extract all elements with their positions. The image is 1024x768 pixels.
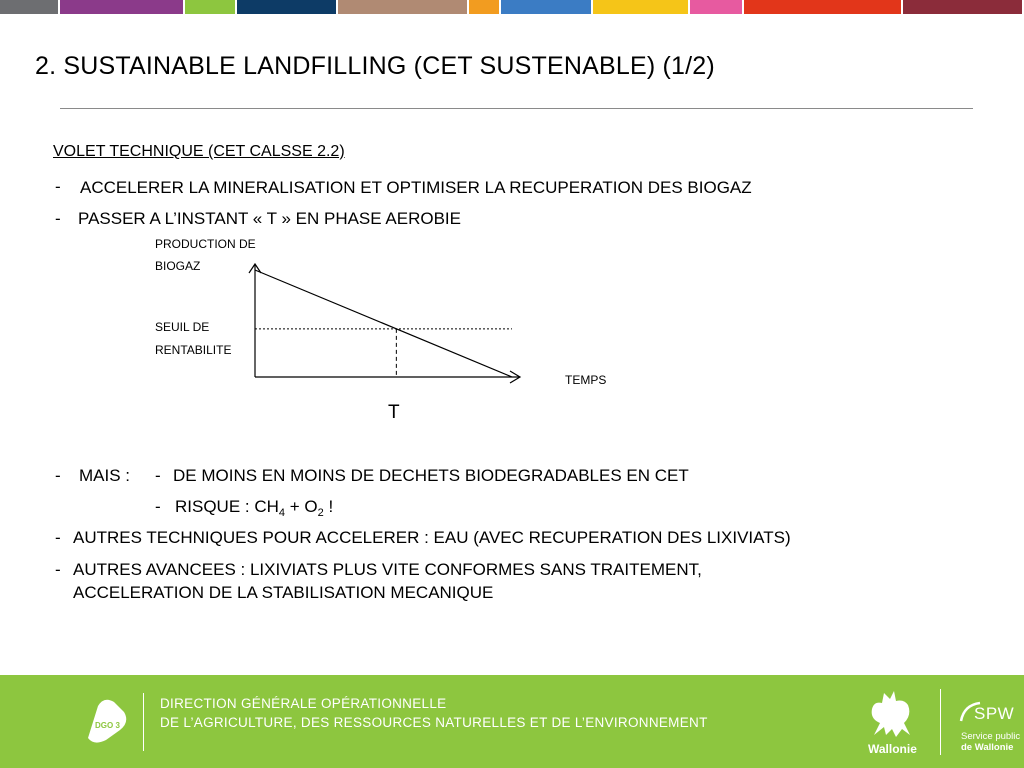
chart-threshold-label-line2: RENTABILITE xyxy=(155,343,232,357)
chart-threshold-label-line1: SEUIL DE xyxy=(155,320,210,334)
spw-label: SPW xyxy=(974,704,1015,723)
footer-line1: DIRECTION GÉNÉRALE OPÉRATIONNELLE xyxy=(160,696,447,711)
chart-ylabel-line1: PRODUCTION DE xyxy=(155,237,256,251)
footer-divider xyxy=(143,693,144,751)
bullet-dash: - xyxy=(55,209,61,228)
bullet-text-risque: RISQUE : $CH_4 + O_2$ ! xyxy=(175,497,334,519)
bullet-text: AUTRES AVANCEES : LIXIVIATS PLUS VITE CONFORMES SANS TRAITEMENT, xyxy=(73,560,702,579)
bullet-text: AUTRES TECHNIQUES POUR ACCELERER : EAU (AVEC RECUPERATION DES LIXIVIATS) xyxy=(73,528,791,547)
svg-text:DGO 3: DGO 3 xyxy=(95,721,120,730)
footer-divider-right xyxy=(940,689,941,755)
bullet-label-mais: MAIS : xyxy=(79,466,131,485)
footer-line2: DE L’AGRICULTURE, DES RESSOURCES NATURELLES ET DE L’ENVIRONNEMENT xyxy=(160,715,708,730)
bullet-text: ACCELERATION DE LA STABILISATION MECANIQUE xyxy=(73,583,494,602)
chart-marker-label: T xyxy=(388,402,400,423)
sub-bullet-dash: - xyxy=(155,497,161,516)
spw-sub1: Service public xyxy=(961,731,1021,742)
bullet-dash: - xyxy=(55,560,61,579)
bullet-dash: - xyxy=(55,466,61,485)
chart-ylabel-line2: BIOGAZ xyxy=(155,259,201,273)
wallonie-label: Wallonie xyxy=(868,742,917,756)
bullet-text: ACCELERER LA MINERALISATION ET OPTIMISER LA RECUPERATION DES BIOGAZ xyxy=(80,178,752,197)
chart-series-line xyxy=(255,270,512,377)
sub-bullet-dash: - xyxy=(155,466,161,485)
slide-title: 2. SUSTAINABLE LANDFILLING (CET SUSTENABLE) (1/2) xyxy=(35,52,715,80)
bullet-text: DE MOINS EN MOINS DE DECHETS BIODEGRADABLES EN CET xyxy=(173,466,689,485)
bullet-dash: - xyxy=(55,177,61,196)
bullet-dash: - xyxy=(55,528,61,547)
bullet-text: PASSER A L’INSTANT « T » EN PHASE AEROBIE xyxy=(78,209,461,228)
chart-xlabel: TEMPS xyxy=(565,373,607,387)
footer-bar xyxy=(0,675,1024,768)
wallonie-rooster-icon xyxy=(860,685,920,739)
spw-sub2: de Wallonie xyxy=(961,742,1014,753)
dgo3-logo-icon xyxy=(80,694,130,744)
section-heading: VOLET TECHNIQUE (CET CALSSE 2.2) xyxy=(53,143,345,160)
